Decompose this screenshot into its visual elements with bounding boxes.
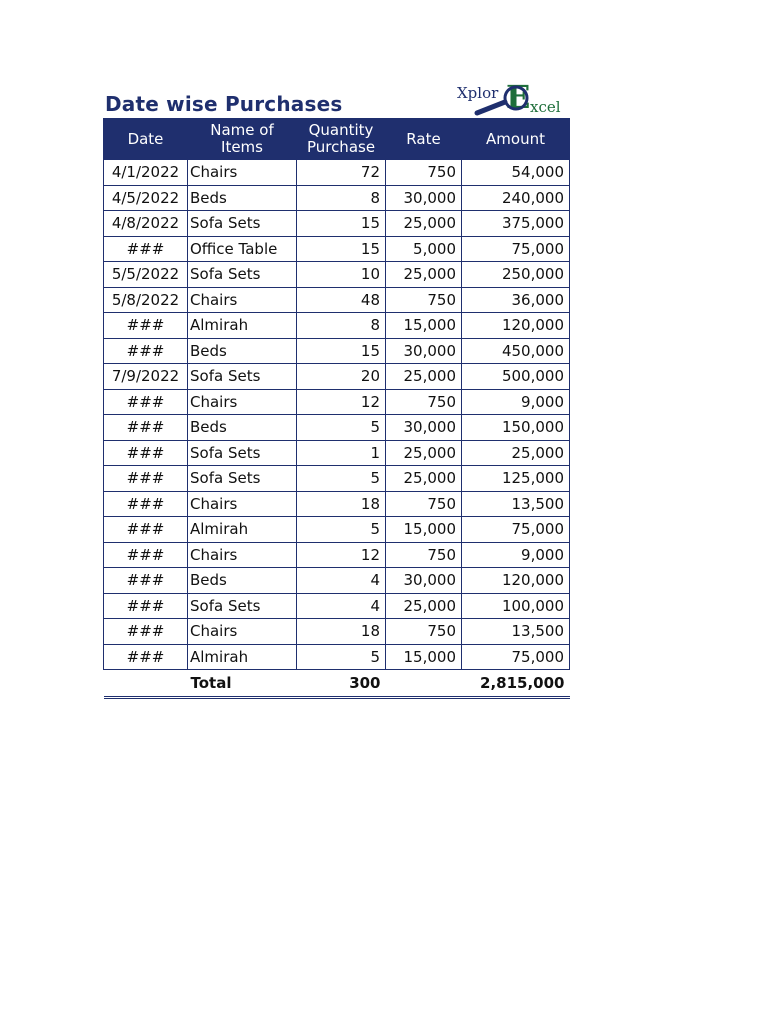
quantity-cell[interactable]: 48	[297, 287, 386, 313]
table-row	[104, 236, 570, 262]
rate-cell[interactable]: 750	[386, 619, 462, 645]
table-row	[104, 364, 570, 390]
table-row	[104, 568, 570, 594]
table-row	[104, 619, 570, 645]
table-row	[104, 466, 570, 492]
amount-cell[interactable]: 75,000	[462, 236, 570, 262]
item-cell[interactable]: Chairs	[188, 491, 297, 517]
quantity-cell[interactable]: 10	[297, 262, 386, 288]
rate-cell[interactable]: 30,000	[386, 338, 462, 364]
table-row	[104, 491, 570, 517]
item-cell[interactable]: Sofa Sets	[188, 364, 297, 390]
item-cell[interactable]: Beds	[188, 338, 297, 364]
item-cell[interactable]: Almirah	[188, 517, 297, 543]
column-header-quantity[interactable]: Quantity Purchase	[297, 119, 386, 160]
column-header-items[interactable]: Name of Items	[188, 119, 297, 160]
amount-cell[interactable]: 120,000	[462, 568, 570, 594]
item-cell[interactable]: Chairs	[188, 542, 297, 568]
date-cell[interactable]: ###	[104, 466, 188, 492]
date-cell[interactable]: ###	[104, 389, 188, 415]
quantity-cell[interactable]: 5	[297, 644, 386, 670]
table-row	[104, 287, 570, 313]
amount-cell[interactable]: 150,000	[462, 415, 570, 441]
total-rate-cell[interactable]	[386, 670, 462, 698]
table-row	[104, 389, 570, 415]
rate-cell[interactable]: 750	[386, 160, 462, 186]
rate-cell[interactable]: 5,000	[386, 236, 462, 262]
item-cell[interactable]: Beds	[188, 185, 297, 211]
quantity-cell[interactable]: 12	[297, 389, 386, 415]
rate-cell[interactable]: 25,000	[386, 440, 462, 466]
quantity-cell[interactable]: 1	[297, 440, 386, 466]
table-row	[104, 185, 570, 211]
date-cell[interactable]: 4/1/2022	[104, 160, 188, 186]
amount-cell[interactable]: 75,000	[462, 517, 570, 543]
amount-cell[interactable]: 240,000	[462, 185, 570, 211]
amount-cell[interactable]: 75,000	[462, 644, 570, 670]
rate-cell[interactable]: 25,000	[386, 466, 462, 492]
rate-cell[interactable]: 750	[386, 389, 462, 415]
total-date-cell[interactable]	[104, 670, 188, 698]
quantity-cell[interactable]: 15	[297, 338, 386, 364]
item-cell[interactable]: Chairs	[188, 287, 297, 313]
rate-cell[interactable]: 25,000	[386, 364, 462, 390]
table-row	[104, 313, 570, 339]
page-title: Date wise Purchases	[105, 92, 343, 116]
column-header-amount[interactable]: Amount	[462, 119, 570, 160]
amount-cell[interactable]: 375,000	[462, 211, 570, 237]
item-cell[interactable]: Sofa Sets	[188, 466, 297, 492]
rate-cell[interactable]: 750	[386, 542, 462, 568]
rate-cell[interactable]: 30,000	[386, 415, 462, 441]
item-cell[interactable]: Chairs	[188, 619, 297, 645]
table-row	[104, 415, 570, 441]
item-cell[interactable]: Chairs	[188, 389, 297, 415]
quantity-cell[interactable]: 72	[297, 160, 386, 186]
amount-cell[interactable]: 9,000	[462, 542, 570, 568]
item-cell[interactable]: Beds	[188, 568, 297, 594]
quantity-cell[interactable]: 15	[297, 211, 386, 237]
date-cell[interactable]: ###	[104, 517, 188, 543]
amount-cell[interactable]: 54,000	[462, 160, 570, 186]
quantity-cell[interactable]: 5	[297, 415, 386, 441]
table-row	[104, 593, 570, 619]
item-cell[interactable]: Beds	[188, 415, 297, 441]
amount-cell[interactable]: 13,500	[462, 619, 570, 645]
date-cell[interactable]: ###	[104, 644, 188, 670]
quantity-cell[interactable]: 20	[297, 364, 386, 390]
xplorexcel-logo	[455, 80, 570, 118]
amount-cell[interactable]: 9,000	[462, 389, 570, 415]
item-cell[interactable]: Chairs	[188, 160, 297, 186]
date-cell[interactable]: 7/9/2022	[104, 364, 188, 390]
date-cell[interactable]: 5/5/2022	[104, 262, 188, 288]
quantity-cell[interactable]: 4	[297, 593, 386, 619]
date-cell[interactable]: 5/8/2022	[104, 287, 188, 313]
amount-cell[interactable]: 120,000	[462, 313, 570, 339]
logo-letter-e: E	[506, 78, 531, 116]
item-cell[interactable]: Almirah	[188, 313, 297, 339]
amount-cell[interactable]: 450,000	[462, 338, 570, 364]
rate-cell[interactable]: 750	[386, 287, 462, 313]
rate-cell[interactable]: 25,000	[386, 262, 462, 288]
quantity-cell[interactable]: 8	[297, 313, 386, 339]
amount-cell[interactable]: 25,000	[462, 440, 570, 466]
logo-text-xcel: xcel	[530, 98, 561, 116]
rate-cell[interactable]: 25,000	[386, 593, 462, 619]
table-row	[104, 440, 570, 466]
total-row	[104, 670, 570, 698]
date-cell[interactable]: ###	[104, 619, 188, 645]
item-cell[interactable]: Almirah	[188, 644, 297, 670]
quantity-cell[interactable]: 18	[297, 619, 386, 645]
date-cell[interactable]: 4/8/2022	[104, 211, 188, 237]
table-body	[104, 160, 570, 670]
quantity-cell[interactable]: 12	[297, 542, 386, 568]
quantity-cell[interactable]: 18	[297, 491, 386, 517]
date-cell[interactable]: ###	[104, 313, 188, 339]
quantity-cell[interactable]: 5	[297, 466, 386, 492]
rate-cell[interactable]: 15,000	[386, 644, 462, 670]
rate-cell[interactable]: 30,000	[386, 185, 462, 211]
quantity-cell[interactable]: 5	[297, 517, 386, 543]
table-row	[104, 517, 570, 543]
item-cell[interactable]: Sofa Sets	[188, 440, 297, 466]
logo-text-xplor: Xplor	[457, 84, 499, 102]
amount-cell[interactable]: 500,000	[462, 364, 570, 390]
table-row	[104, 262, 570, 288]
total-quantity[interactable]: 300	[297, 670, 386, 698]
date-cell[interactable]: ###	[104, 440, 188, 466]
quantity-cell[interactable]: 8	[297, 185, 386, 211]
date-cell[interactable]: ###	[104, 593, 188, 619]
rate-cell[interactable]: 30,000	[386, 568, 462, 594]
rate-cell[interactable]: 15,000	[386, 517, 462, 543]
quantity-cell[interactable]: 4	[297, 568, 386, 594]
item-cell[interactable]: Sofa Sets	[188, 593, 297, 619]
date-cell[interactable]: ###	[104, 338, 188, 364]
date-cell[interactable]: ###	[104, 542, 188, 568]
amount-cell[interactable]: 100,000	[462, 593, 570, 619]
item-cell[interactable]: Sofa Sets	[188, 211, 297, 237]
item-cell[interactable]: Sofa Sets	[188, 262, 297, 288]
rate-cell[interactable]: 15,000	[386, 313, 462, 339]
column-header-rate[interactable]: Rate	[386, 119, 462, 160]
date-cell[interactable]: ###	[104, 415, 188, 441]
table-row	[104, 338, 570, 364]
table-row	[104, 160, 570, 186]
table-row	[104, 644, 570, 670]
quantity-cell[interactable]: 15	[297, 236, 386, 262]
amount-cell[interactable]: 13,500	[462, 491, 570, 517]
amount-cell[interactable]: 36,000	[462, 287, 570, 313]
total-label[interactable]: Total	[188, 670, 297, 698]
amount-cell[interactable]: 250,000	[462, 262, 570, 288]
header-row	[104, 119, 570, 160]
date-cell[interactable]: ###	[104, 491, 188, 517]
table-row	[104, 211, 570, 237]
table-row	[104, 542, 570, 568]
date-cell[interactable]: 4/5/2022	[104, 185, 188, 211]
date-cell[interactable]: ###	[104, 568, 188, 594]
total-amount[interactable]: 2,815,000	[462, 670, 570, 698]
purchases-table	[103, 118, 570, 699]
amount-cell[interactable]: 125,000	[462, 466, 570, 492]
magnifier-icon	[455, 80, 570, 118]
rate-cell[interactable]: 25,000	[386, 211, 462, 237]
column-header-date[interactable]: Date	[104, 119, 188, 160]
item-cell[interactable]: Office Table	[188, 236, 297, 262]
rate-cell[interactable]: 750	[386, 491, 462, 517]
date-cell[interactable]: ###	[104, 236, 188, 262]
